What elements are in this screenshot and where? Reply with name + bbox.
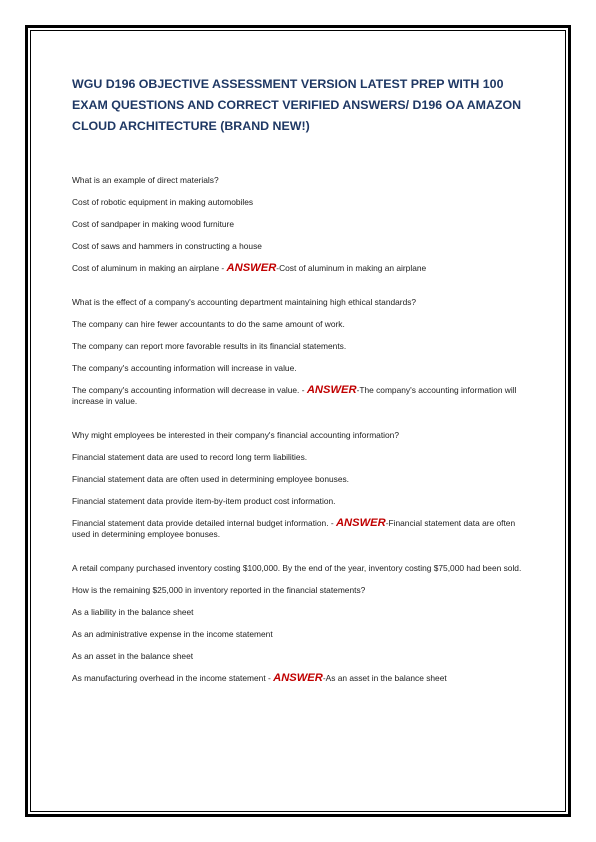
document-title: WGU D196 OBJECTIVE ASSESSMENT VERSION LATEST PREP WITH 100 EXAM QUESTIONS AND CORRECT VERIFIED ANSWERS/ D196 OA AMAZON CLOUD ARCHITECTURE (BRAND NEW!): [72, 77, 522, 133]
answer-text: -Cost of aluminum in making an airplane: [276, 263, 427, 273]
option-text: Cost of saws and hammers in constructing a house: [72, 241, 262, 251]
answer-label: ANSWER: [273, 672, 323, 684]
option-text: Financial statement data provide item-by-item product cost information.: [72, 496, 336, 506]
option-text: The company's accounting information will increase in value.: [72, 363, 297, 373]
final-option-with-answer: [72, 673, 522, 684]
answer-label: ANSWER: [335, 517, 386, 529]
option-text: Financial statement data provide detailed internal budget information. -: [72, 518, 336, 528]
option-text: Cost of robotic equipment in making automobiles: [72, 197, 254, 207]
option-text: Financial statement data are often used in determining employee bonuses.: [72, 474, 350, 484]
question-text: What is the effect of a company's accounting department maintaining high ethical standards?: [72, 297, 417, 307]
question-block: [72, 175, 522, 274]
final-option-with-answer: [72, 385, 522, 407]
option-text: Cost of aluminum in making an airplane -: [72, 263, 227, 273]
question-text: What is an example of direct materials?: [72, 175, 219, 185]
option-text: As manufacturing overhead in the income statement -: [72, 673, 274, 683]
answer-label: ANSWER: [226, 262, 277, 274]
option-text: As an asset in the balance sheet: [72, 651, 194, 661]
option-text: The company's accounting information will decrease in value. -: [72, 385, 307, 395]
question-block: [72, 563, 522, 684]
answer-text: -As an asset in the balance sheet: [322, 673, 447, 683]
option-text: The company can hire fewer accountants to do the same amount of work.: [72, 319, 345, 329]
answer-text: -The company's accounting information will increase in value.: [72, 385, 517, 406]
answer-label: ANSWER: [306, 384, 357, 396]
final-option-with-answer: [72, 518, 522, 540]
option-text: Financial statement data are used to record long term liabilities.: [72, 452, 308, 462]
question-text: A retail company purchased inventory costing $100,000. By the end of the year, inventory costing $75,000 had been sold.: [72, 563, 522, 573]
question-text: Why might employees be interested in their company's financial accounting information?: [72, 430, 399, 440]
option-text: Cost of sandpaper in making wood furniture: [72, 219, 235, 229]
subquestion-text: How is the remaining $25,000 in inventory reported in the financial statements?: [72, 585, 366, 595]
final-option-with-answer: [72, 263, 522, 274]
document-body: [72, 74, 522, 707]
option-text: The company can report more favorable results in its financial statements.: [72, 341, 347, 351]
option-text: As a liability in the balance sheet: [72, 607, 194, 617]
answer-text: -Financial statement data are often used in determining employee bonuses.: [72, 518, 516, 539]
question-block: [72, 297, 522, 407]
option-text: As an administrative expense in the income statement: [72, 629, 273, 639]
question-block: [72, 430, 522, 540]
